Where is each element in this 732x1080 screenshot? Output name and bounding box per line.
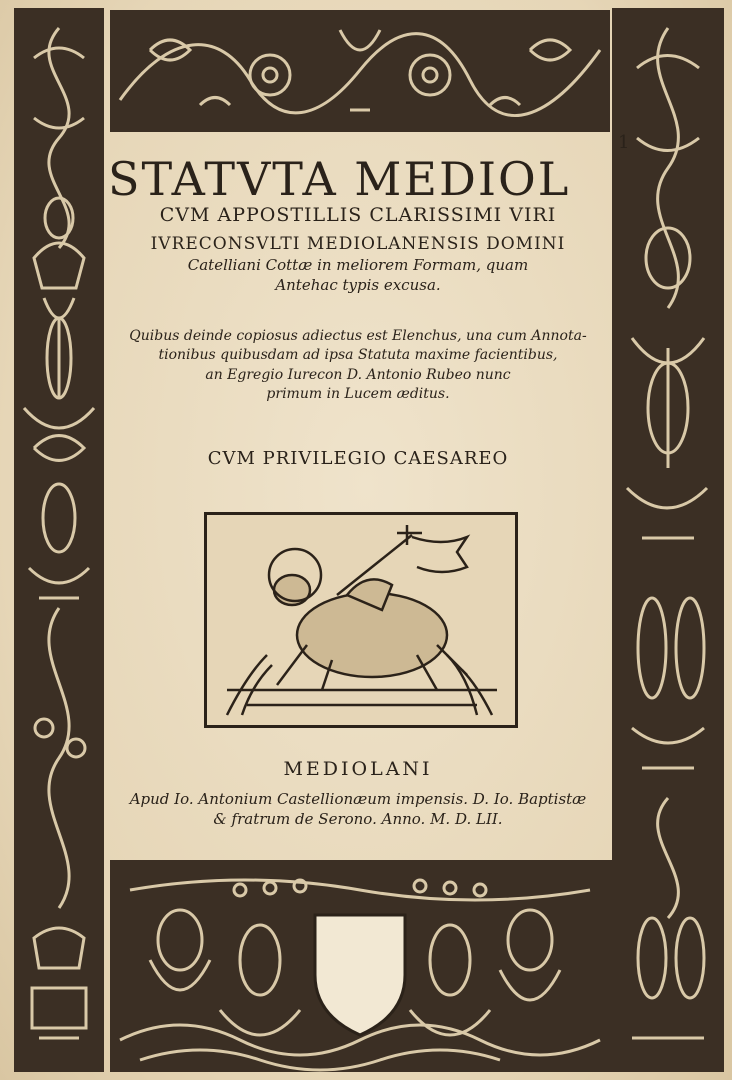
description-line-2: tionibus quibusdam ad ipsa Statuta maxime facientibus, bbox=[158, 347, 558, 363]
description-line-3: an Egregio Iurecon D. Antonio Rubeo nunc bbox=[205, 367, 511, 383]
bottom-ornamental-border bbox=[110, 860, 612, 1072]
title-line-3: Catelliani Cottæ in meliorem Formam, quam bbox=[187, 256, 529, 274]
bottom-border-ornament bbox=[110, 860, 612, 1072]
page-number: 1 bbox=[618, 132, 630, 153]
title-line-4: Antehac typis excusa. bbox=[275, 276, 441, 294]
blank-shield bbox=[315, 915, 405, 1035]
left-border-ornament bbox=[14, 8, 104, 1072]
left-ornamental-border bbox=[14, 8, 104, 1072]
description-line-1: Quibus deinde copiosus adiectus est Elenchus, una cum Annota- bbox=[129, 328, 587, 344]
top-ornamental-border bbox=[110, 10, 610, 132]
privilege-statement: CVM PRIVILEGIO CAESAREO bbox=[207, 448, 509, 469]
right-border-ornament bbox=[612, 8, 724, 1072]
imprint-line-2: & fratrum de Serono. Anno. M. D. LII. bbox=[213, 810, 503, 828]
title-line-2: IVRECONSVLTI MEDIOLANENSIS DOMINI bbox=[150, 234, 566, 254]
imprint-line-1: Apud Io. Antonium Castellionæum impensis. D. Io. Baptistæ bbox=[129, 790, 587, 808]
lamb-illustration bbox=[207, 515, 515, 725]
description-line-4: primum in Lucem æditus. bbox=[266, 386, 450, 402]
main-title: STATVTA MEDIOL bbox=[108, 152, 571, 206]
title-line-1: CVM APPOSTILLIS CLARISSIMI VIRI bbox=[159, 204, 557, 226]
imprint-place: MEDIOLANI bbox=[283, 758, 433, 780]
title-text-block bbox=[104, 134, 612, 858]
right-ornamental-border bbox=[612, 8, 724, 1072]
lamb-of-god-woodcut bbox=[204, 512, 518, 728]
top-border-ornament bbox=[110, 10, 610, 132]
